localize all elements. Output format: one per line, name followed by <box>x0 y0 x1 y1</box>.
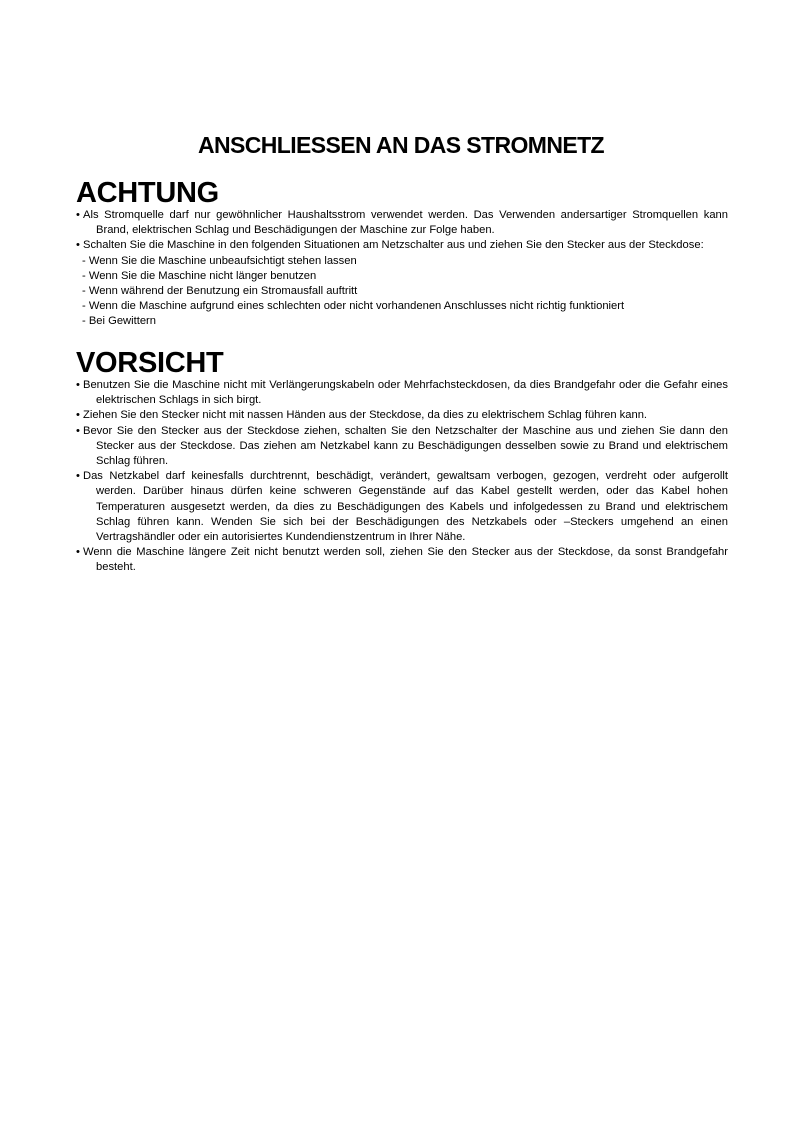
sub-list-item: - Wenn Sie die Maschine unbeaufsichtigt stehen lassen <box>82 254 357 267</box>
section-vorsicht <box>76 348 728 576</box>
bullet-icon: • <box>76 239 80 252</box>
sub-list-item: - Wenn Sie die Maschine nicht länger benutzen <box>82 269 317 282</box>
bullet-icon: • <box>76 546 80 559</box>
list-item: • Ziehen Sie den Stecker nicht mit nassen Händen aus der Steckdose, da dies zu elektrischem Schlag führen kann. <box>76 408 728 423</box>
list-item: • Bevor Sie den Stecker aus der Steckdose ziehen, schalten Sie den Netzschalter der Maschine aus und ziehen Sie dann den Stecker aus der Steckdose. Das ziehen am Netzkabel kann zu Beschädigungen desselben sowie zu Brand und elektrischem Schlag führen. <box>76 424 728 468</box>
bullet-icon: • <box>76 409 80 422</box>
page-title: ANSCHLIESSEN AN DAS STROMNETZ <box>198 132 604 158</box>
sub-list-item: - Bei Gewittern <box>82 315 156 328</box>
list-item: • Wenn die Maschine längere Zeit nicht benutzt werden soll, ziehen Sie den Stecker aus der Steckdose, da sonst Brandgefahr besteht. <box>76 546 728 574</box>
sub-list-item: - Wenn während der Benutzung ein Stromausfall auftritt <box>82 285 358 298</box>
bullet-icon: • <box>76 424 80 437</box>
section-heading: ACHTUNG <box>76 177 219 209</box>
list-item: • Das Netzkabel darf keinesfalls durchtrennt, beschädigt, verändert, gewaltsam verbogen, gezogen, verdreht oder aufgerollt werden. Darüber hinaus dürfen keine schweren Gegenstände auf das Kabel gestellt werden, oder das Kabel hohen Temperaturen ausgesetzt werden, da dies zu Beschädigungen des Kabels und infolgedessen zu Brand und elektrischem Schlag führen kann. Wenden Sie sich bei der Beschädigungen des Netzkabels oder –Steckers umgehend an einen Vertragshändler oder ein autorisiertes Kundendienstzentrum in Ihrer Nähe. <box>76 470 728 544</box>
list-item: • Schalten Sie die Maschine in den folgenden Situationen am Netzschalter aus und ziehen Sie den Stecker aus der Steckdose: <box>76 238 728 253</box>
list-item: • Benutzen Sie die Maschine nicht mit Verlängerungskabeln oder Mehrfachsteckdosen, da dies Brandgefahr oder die Gefahr eines elektrischen Schlags in sich birgt. <box>76 379 728 407</box>
bullet-icon: • <box>76 379 80 391</box>
section-heading: VORSICHT <box>76 347 224 379</box>
sub-list-item: - Wenn die Maschine aufgrund eines schlechten oder nicht vorhandenen Anschlusses nicht richtig funktioniert <box>82 300 625 313</box>
bullet-icon: • <box>76 209 80 221</box>
list-item: • Als Stromquelle darf nur gewöhnlicher Haushaltsstrom verwendet werden. Das Verwenden andersartiger Stromquellen kann Brand, elektrischen Schlag und Beschädigungen der Maschine zur Folge haben. <box>76 209 728 237</box>
section-achtung <box>76 178 728 330</box>
bullet-icon: • <box>76 470 80 483</box>
